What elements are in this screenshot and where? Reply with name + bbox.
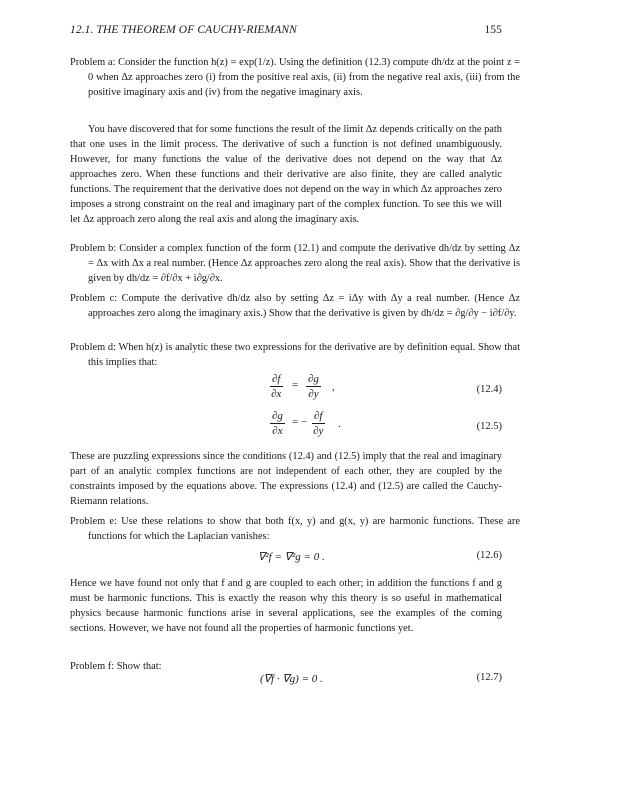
problem-a-label: Problem a: <box>70 57 116 68</box>
problem-e-label: Problem e: <box>70 516 117 527</box>
problem-d <box>70 340 520 370</box>
problem-d-label: Problem d: <box>70 342 116 353</box>
equation-12-4: $\frac{\partial f}{\partial x}$ = $\frac{\partial g}{\partial y}$ , (12.4) <box>271 373 502 400</box>
equation-12-7 <box>70 672 502 690</box>
eq-12-5-number: (12.5) <box>476 421 502 432</box>
problem-f-text: Show that: <box>116 661 162 672</box>
problem-d-text: When h(z) is analytic these two expressions for the derivative are by definition equal. Show that this implies that: <box>88 342 520 368</box>
problem-a-text: Consider the function h(z) = exp(1/z). Using the definition (12.3) compute dh/dz at the point z = 0 when Δz approaches zero (i) from the positive real axis, (ii) from the negative real axis, (iii) from the positive imaginary axis and (iv) from the negative imaginary axis. <box>88 57 520 98</box>
problem-b <box>70 241 520 286</box>
problem-e-text: Use these relations to show that both f(x, y) and g(x, y) are harmonic functions. These are functions for which the Laplacian vanishes: <box>88 516 520 542</box>
equation-12-6 <box>70 550 502 568</box>
problem-a <box>70 55 520 100</box>
paragraph-harmonic: Hence we have found not only that f and g are coupled to each other; in addition the functions f and g must be harmonic functions. This is exactly the reason why this theory is so useful in mathematical physics because harmonic functions arise in several applications, see the examples of the coming sections. However, we have not found all the properties of harmonic functions yet. <box>70 578 502 634</box>
problem-e <box>70 514 520 544</box>
eq-12-4-number: (12.4) <box>476 384 502 395</box>
problem-c <box>70 291 520 321</box>
page-number: 155 <box>484 24 502 36</box>
eq-12-7-number: (12.7) <box>476 672 502 683</box>
section-title: 12.1. THE THEOREM OF CAUCHY-RIEMANN <box>70 24 297 36</box>
eq-12-6-expr: ∇²f = ∇²g = 0 . <box>258 551 325 563</box>
paragraph-cauchy-riemann: These are puzzling expressions since the conditions (12.4) and (12.5) imply that the real and imaginary part of an analytic complex functions are not independent of each other, they are coupled by the constraints imposed by the equations above. The expressions (12.4) and (12.5) are called the Cauchy-Riemann relations. <box>70 451 502 507</box>
equation-12-5: $\frac{\partial g}{\partial x}$ = − $\frac{\partial f}{\partial y}$ . (12.5) <box>272 410 502 437</box>
problem-b-label: Problem b: <box>70 243 117 254</box>
problem-b-text: Consider a complex function of the form (12.1) and compute the derivative dh/dz by setting Δz = Δx with Δx a real number. (Hence Δz approaches zero along the real axis). Show that the derivative is given by dh/dz = ∂f/∂x + i∂g/∂x. <box>88 243 520 284</box>
eq-12-4-rhs: $\frac{\partial g}{\partial y}$ <box>308 373 319 400</box>
eq-12-7-expr: (∇f · ∇g) = 0 . <box>260 673 323 685</box>
problem-f-label: Problem f: <box>70 661 115 672</box>
paragraph-analytic-functions: You have discovered that for some functions the result of the limit Δz depends critically on the path that one uses in the limit process. The derivative of such a function is not defined unambiguously. However, for many functions the value of the derivative does not depend on the way that Δz approaches zero. When these functions and their derivative are also finite, they are called analytic functions. The requirement that the derivative does not depend on the way in which Δz approaches zero imposes a strong constraint on the real and imaginary part of the complex function. To see this we will let Δz approach zero along the real axis and along the imaginary axis. <box>70 124 502 225</box>
problem-c-label: Problem c: <box>70 293 118 304</box>
eq-12-4-lhs: $\frac{\partial f}{\partial x}$ <box>271 373 282 400</box>
eq-12-6-number: (12.6) <box>476 550 502 561</box>
problem-c-text: Compute the derivative dh/dz also by setting Δz = iΔy with Δy a real number. (Hence Δz approaches zero along the imaginary axis.) Show that the derivative is given by dh/dz = ∂g/∂y − i∂f/∂y. <box>88 293 520 319</box>
running-header <box>70 24 502 38</box>
eq-12-5-lhs: $\frac{\partial g}{\partial x}$ <box>272 410 283 437</box>
eq-12-5-rhs: $\frac{\partial f}{\partial y}$ <box>313 410 324 437</box>
